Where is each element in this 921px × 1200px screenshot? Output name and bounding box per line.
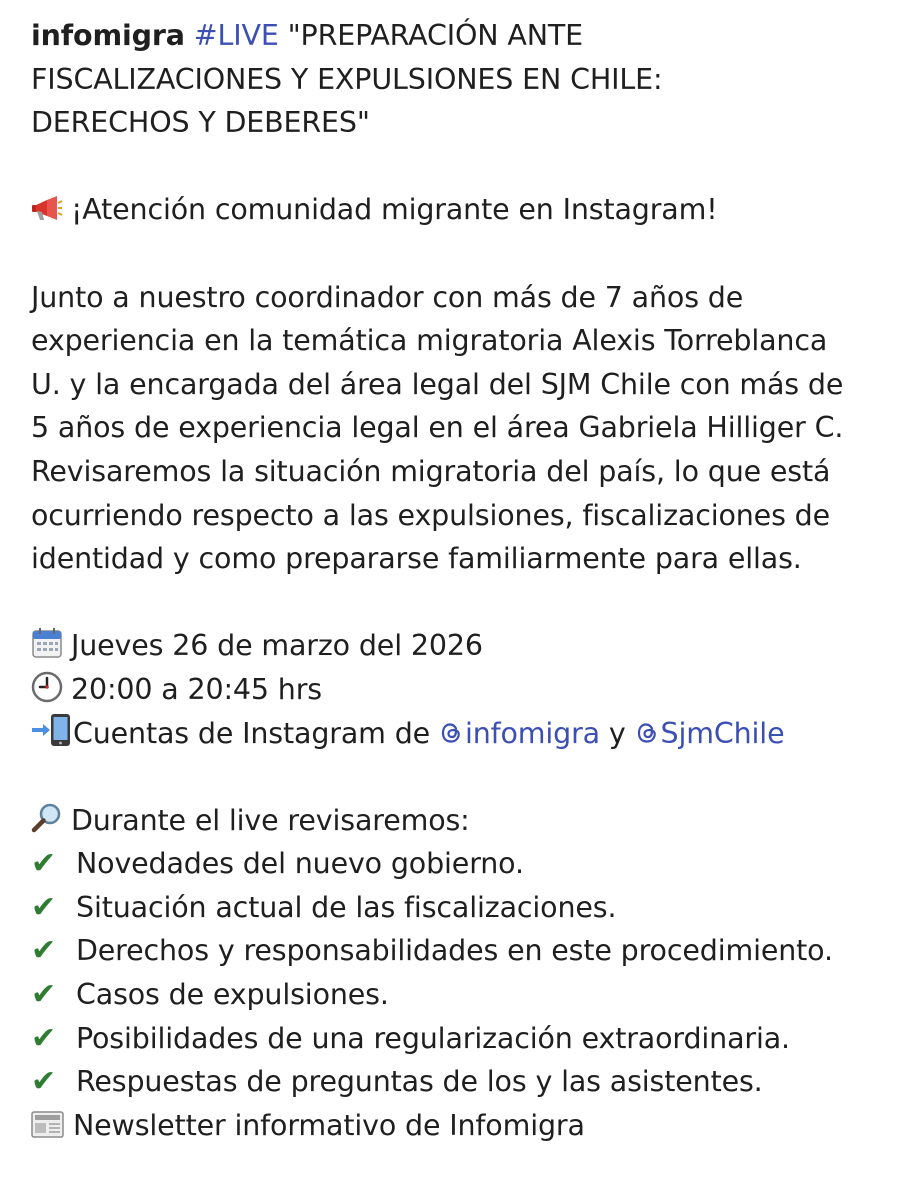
- intro-line: 5 años de experiencia legal en el área Gabriela Hilliger C.: [31, 411, 844, 445]
- check-mark-icon: ✔: [31, 1064, 56, 1100]
- agenda-item: [31, 1060, 911, 1104]
- threads-at-icon: [635, 715, 661, 759]
- calendar-icon: [31, 627, 63, 672]
- agenda-item: [31, 886, 911, 930]
- title-part-1: "PREPARACIÓN ANTE: [278, 19, 584, 52]
- attention-line: [31, 188, 911, 232]
- attention-text: ¡Atención comunidad migrante en Instagram!: [71, 193, 718, 227]
- agenda-item-text: Novedades del nuevo gobierno.: [76, 847, 524, 881]
- magnifying-glass-icon: [31, 802, 63, 847]
- agenda-item: [31, 1017, 911, 1061]
- hashtag-live[interactable]: #LIVE: [193, 19, 279, 52]
- event-date: Jueves 26 de marzo del 2026: [71, 629, 483, 663]
- caption-title-line-2: FISCALIZACIONES Y EXPULSIONES EN CHILE:: [31, 62, 663, 96]
- newspaper-icon: [31, 1108, 65, 1152]
- check-mark-icon: ✔: [31, 1020, 56, 1056]
- agenda-item-text: Respuestas de preguntas de los y las asistentes.: [76, 1065, 763, 1099]
- intro-line: ocurriendo respecto a las expulsiones, fiscalizaciones de: [31, 498, 830, 532]
- agenda-item: [31, 929, 911, 973]
- mobile-phone-arrow-icon: [31, 713, 73, 760]
- megaphone-icon: [31, 192, 63, 236]
- agenda-item-text: Situación actual de las fiscalizaciones.: [76, 890, 617, 924]
- author-username[interactable]: infomigra: [31, 19, 185, 52]
- accounts-joiner: y: [600, 716, 635, 750]
- check-mark-icon: ✔: [31, 889, 56, 925]
- accounts-prefix: Cuentas de Instagram de: [73, 716, 439, 750]
- event-accounts-line: [31, 712, 911, 756]
- mention-sjmchile[interactable]: [635, 717, 785, 750]
- check-mark-icon: ✔: [31, 977, 56, 1013]
- intro-line: Revisaremos la situación migratoria del país, lo que está: [31, 454, 831, 488]
- agenda-item: [31, 842, 911, 886]
- clock-icon: [31, 671, 63, 716]
- intro-line: experiencia en la temática migratoria Alexis Torreblanca: [31, 324, 828, 358]
- mention-sjmchile-text: SjmChile: [660, 716, 785, 750]
- agenda-title: Durante el live revisaremos:: [71, 803, 470, 837]
- intro-line: Junto a nuestro coordinador con más de 7 años de: [31, 280, 744, 314]
- caption-title-line-3: DERECHOS Y DEBERES": [31, 106, 370, 140]
- check-mark-icon: ✔: [31, 846, 56, 882]
- event-date-line: [31, 624, 911, 668]
- agenda-item: [31, 973, 911, 1017]
- post-caption: [31, 0, 911, 1147]
- agenda-item-text: Casos de expulsiones.: [76, 978, 389, 1012]
- intro-line: identidad y como prepararse familiarmente para ellas.: [31, 542, 802, 576]
- agenda-item-text: Derechos y responsabilidades en este procedimiento.: [76, 934, 833, 968]
- mention-infomigra[interactable]: [439, 717, 600, 750]
- event-time: 20:00 a 20:45 hrs: [71, 672, 322, 706]
- threads-at-icon: [439, 715, 465, 759]
- event-time-line: [31, 668, 911, 712]
- agenda-item-text: Posibilidades de una regularización extraordinaria.: [76, 1021, 790, 1055]
- check-mark-icon: ✔: [31, 933, 56, 969]
- newsletter-line: [31, 1104, 911, 1148]
- intro-line: U. y la encargada del área legal del SJM Chile con más de: [31, 367, 844, 401]
- agenda-title-line: [31, 799, 911, 843]
- caption-title-line-1: [31, 14, 911, 58]
- mention-infomigra-text: infomigra: [464, 716, 600, 750]
- newsletter-text: Newsletter informativo de Infomigra: [73, 1108, 585, 1142]
